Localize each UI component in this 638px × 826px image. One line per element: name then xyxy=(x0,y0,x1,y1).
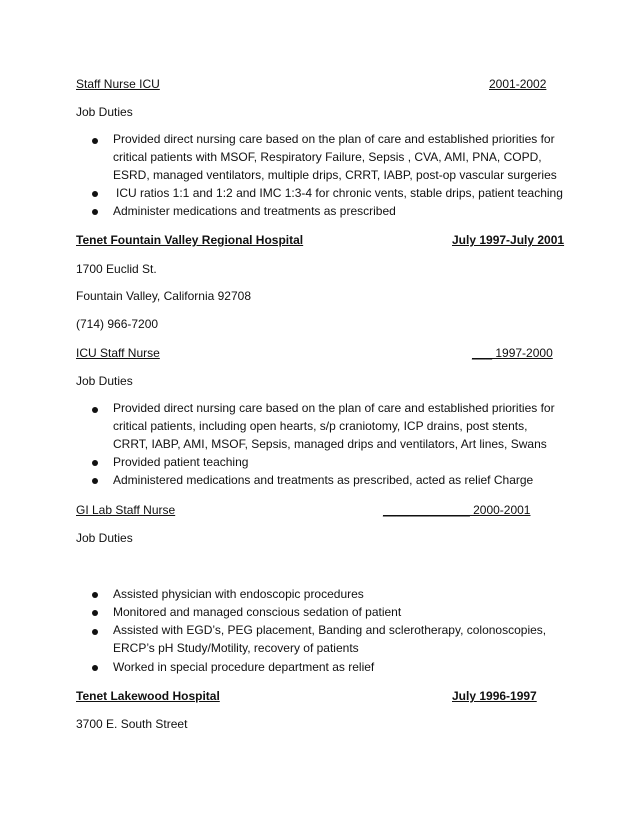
bullet-icon xyxy=(92,460,98,466)
job-years: _____________ 2000-2001 xyxy=(383,503,531,517)
employer-phone: (714) 966-7200 xyxy=(76,317,159,331)
employer-name: Tenet Fountain Valley Regional Hospital xyxy=(76,233,304,247)
list-item: Worked in special procedure department as relief xyxy=(113,660,375,674)
list-item: Assisted physician with endoscopic procedures xyxy=(113,587,364,601)
bullet-icon xyxy=(92,610,98,616)
bullet-icon xyxy=(92,592,98,598)
job-duties-label: Job Duties xyxy=(76,374,133,388)
bullet-icon xyxy=(92,407,98,413)
job-years: 2001-2002 xyxy=(489,77,547,91)
employer-name: Tenet Lakewood Hospital xyxy=(76,689,220,703)
bullet-icon xyxy=(92,665,98,671)
bullet-icon xyxy=(92,629,98,635)
list-item: Provided patient teaching xyxy=(113,455,249,469)
job-years: ___ 1997-2000 xyxy=(472,346,553,360)
job-duties-label: Job Duties xyxy=(76,105,133,119)
employer-dates: July 1997-July 2001 xyxy=(452,233,565,247)
list-item: Provided direct nursing care based on the plan of care and established priorities for critical patients, including open hearts, s/p craniotomy, ICP drains, post stents, CRRT, IABP, AMI, MSOF, Sepsis, managed drips and ventilators, Art lines, Swans xyxy=(113,401,555,451)
job-title-gi-lab-staff-nurse: GI Lab Staff Nurse xyxy=(76,503,176,517)
list-item: Administer medications and treatments as prescribed xyxy=(113,204,396,218)
bullet-icon xyxy=(92,191,98,197)
list-item: ICU ratios 1:1 and 1:2 and IMC 1:3-4 for chronic vents, stable drips, patient teaching xyxy=(116,186,563,200)
employer-street: 1700 Euclid St. xyxy=(76,262,157,276)
list-item: Assisted with EGD’s, PEG placement, Banding and sclerotherapy, colonoscopies, ERCP’s pH Study/Motility, recovery of patients xyxy=(113,623,547,655)
bullet-icon xyxy=(92,138,98,144)
employer-city: Fountain Valley, California 92708 xyxy=(76,289,251,303)
job-title-staff-nurse-icu: Staff Nurse ICU xyxy=(76,77,160,91)
bullet-icon xyxy=(92,209,98,215)
list-item: Provided direct nursing care based on the plan of care and established priorities for critical patients with MSOF, Respiratory Failure, Sepsis , CVA, AMI, PNA, COPD, ESRD, managed ventilators, multiple drips, CRRT, IABP, post-op vascular surgeries xyxy=(113,132,557,182)
bullet-icon xyxy=(92,478,98,484)
list-item: Monitored and managed conscious sedation of patient xyxy=(113,605,402,619)
employer-street: 3700 E. South Street xyxy=(76,717,188,731)
list-item: Administered medications and treatments as prescribed, acted as relief Charge xyxy=(113,473,534,487)
job-title-icu-staff-nurse: ICU Staff Nurse xyxy=(76,346,160,360)
job-duties-label: Job Duties xyxy=(76,531,133,545)
employer-dates: July 1996-1997 xyxy=(452,689,537,703)
